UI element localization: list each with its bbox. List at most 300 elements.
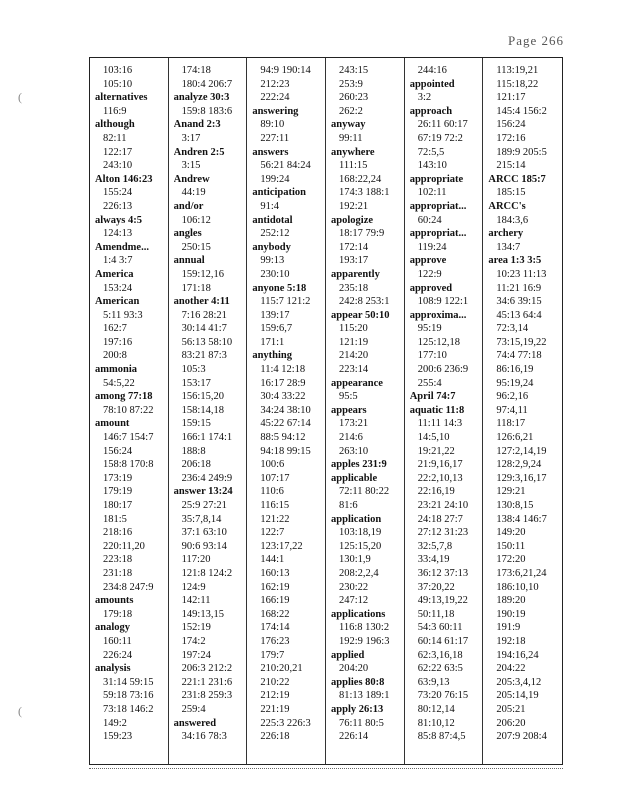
index-reference: 72:5,5 <box>417 146 445 158</box>
index-reference: 124:13 <box>103 228 133 240</box>
index-term: approach <box>409 105 453 117</box>
index-reference: 158:14,18 <box>181 404 224 416</box>
index-reference: 226:18 <box>260 731 290 743</box>
index-reference: 156:24 <box>496 119 526 131</box>
index-reference: 194:16,24 <box>496 649 539 661</box>
index-term: Amendme... <box>95 241 149 253</box>
index-reference: 111:15 <box>339 160 368 172</box>
index-reference: 193:17 <box>339 255 369 267</box>
index-reference: 73:20 76:15 <box>417 690 469 702</box>
index-reference: 110:6 <box>260 486 284 498</box>
index-reference: 160:11 <box>103 635 132 647</box>
index-column-5 <box>405 58 484 764</box>
index-reference: 125:12,18 <box>417 336 460 348</box>
index-reference: 3:2 <box>417 92 432 104</box>
index-reference: 27:12 31:23 <box>417 527 469 539</box>
index-reference: 116:8 130:2 <box>339 622 390 634</box>
index-term: aquatic 11:8 <box>409 404 465 416</box>
index-reference: 223:18 <box>103 554 133 566</box>
index-term: ARCC's <box>488 200 526 212</box>
index-reference: 73:15,19,22 <box>496 336 547 348</box>
index-reference: 25:9 27:21 <box>181 500 227 511</box>
index-column-3 <box>247 58 326 764</box>
index-reference: 153:17 <box>181 377 211 389</box>
index-reference: 172:20 <box>496 554 526 566</box>
index-reference: 212:19 <box>260 690 290 702</box>
index-reference: 21:9,16,17 <box>417 459 463 471</box>
index-reference: 231:18 <box>103 567 133 579</box>
index-term: America <box>95 268 134 280</box>
index-reference: 73:18 146:2 <box>103 703 154 715</box>
index-reference: 197:16 <box>103 336 133 348</box>
index-reference: 252:12 <box>260 228 290 240</box>
index-reference: 230:10 <box>260 268 290 280</box>
index-term: apologize <box>331 214 374 226</box>
index-term: applies 80:8 <box>331 676 385 688</box>
index-term: another 4:11 <box>173 296 230 308</box>
index-reference: 62:3,16,18 <box>417 649 463 661</box>
index-reference: 63:9,13 <box>417 676 450 688</box>
index-reference: 158:8 170:8 <box>103 459 154 471</box>
index-reference: 85:8 87:4,5 <box>417 731 466 743</box>
index-reference: 90:6 93:14 <box>181 540 227 552</box>
index-reference: 127:2,14,19 <box>496 445 547 457</box>
index-reference: 54:3 60:11 <box>417 622 463 634</box>
index-reference: 205:21 <box>496 703 526 715</box>
index-reference: 89:10 <box>260 119 285 131</box>
index-reference: 242:8 253:1 <box>339 296 390 308</box>
index-reference: 145:4 156:2 <box>496 105 547 117</box>
index-term: anybody <box>252 241 291 253</box>
index-reference: 7:16 28:21 <box>181 309 227 321</box>
index-reference: 189:20 <box>496 595 526 607</box>
index-reference: 116:15 <box>260 500 290 511</box>
index-reference: 118:17 <box>496 418 526 430</box>
index-reference: 214:6 <box>339 432 363 444</box>
index-term: analogy <box>95 622 131 634</box>
index-term: analysis <box>95 663 131 675</box>
index-reference: 26:11 60:17 <box>417 119 468 131</box>
index-reference: 150:11 <box>496 540 526 552</box>
index-reference: 177:10 <box>417 350 447 362</box>
index-reference: 192:21 <box>339 200 369 212</box>
index-reference: 88:5 94:12 <box>260 432 306 444</box>
index-reference: 244:16 <box>417 65 447 76</box>
index-reference: 156:24 <box>103 445 133 457</box>
index-reference: 22:16,19 <box>417 486 455 498</box>
index-reference: 234:8 247:9 <box>103 581 154 593</box>
index-reference: 210:20,21 <box>260 663 303 675</box>
index-reference: 226:24 <box>103 649 133 661</box>
index-reference: 263:10 <box>339 445 369 457</box>
index-reference: 166:1 174:1 <box>181 432 233 444</box>
index-reference: 115:18,22 <box>496 78 539 90</box>
index-reference: 3:15 <box>181 160 201 172</box>
index-term: always 4:5 <box>95 214 142 226</box>
index-reference: 102:11 <box>417 187 447 199</box>
index-term: angles <box>173 228 202 240</box>
index-term: anticipation <box>252 187 307 199</box>
index-reference: 184:3,6 <box>496 214 529 226</box>
index-reference: 226:14 <box>339 731 369 743</box>
index-term: Alton 146:23 <box>95 173 153 185</box>
index-reference: 262:2 <box>339 105 363 117</box>
index-reference: 100:6 <box>260 459 285 471</box>
index-reference: 149:20 <box>496 527 526 539</box>
index-reference: 179:7 <box>260 649 285 661</box>
index-reference: 259:4 <box>181 703 206 715</box>
index-term: application <box>331 513 382 525</box>
index-reference: 149:2 <box>103 717 127 729</box>
index-reference: 144:1 <box>260 554 285 566</box>
index-reference: 113:19,21 <box>496 65 539 76</box>
index-reference: 95:19,24 <box>496 377 534 389</box>
index-reference: 34:16 78:3 <box>181 731 227 743</box>
index-reference: 181:5 <box>103 513 127 525</box>
index-reference: 30:14 41:7 <box>181 323 227 335</box>
index-reference: 62:22 63:5 <box>417 663 463 675</box>
index-term: appropriat... <box>409 200 467 212</box>
index-reference: 96:2,16 <box>496 391 529 403</box>
index-term: answers <box>252 146 289 158</box>
index-reference: 174:14 <box>260 622 290 634</box>
index-reference: 225:3 226:3 <box>260 717 311 729</box>
index-reference: 122:17 <box>103 146 133 158</box>
index-reference: 1:4 3:7 <box>103 255 133 267</box>
index-reference: 221:1 231:6 <box>181 676 233 688</box>
index-reference: 35:7,8,14 <box>181 513 222 525</box>
index-reference: 171:1 <box>260 336 285 348</box>
index-term: appearance <box>331 377 383 389</box>
index-reference: 3:17 <box>181 132 201 144</box>
index-column-2 <box>169 58 248 764</box>
index-reference: 260:23 <box>339 92 369 104</box>
index-reference: 128:2,9,24 <box>496 459 542 471</box>
index-reference: 94:18 99:15 <box>260 445 311 457</box>
index-column-1 <box>90 58 169 764</box>
index-reference: 172:16 <box>496 132 526 144</box>
index-reference: 243:10 <box>103 160 133 172</box>
index-term: appropriate <box>409 173 464 185</box>
index-reference: 108:9 122:1 <box>417 296 469 308</box>
index-reference: 37:20,22 <box>417 581 455 593</box>
index-reference: 171:18 <box>181 282 211 294</box>
index-reference: 255:4 <box>417 377 442 389</box>
index-reference: 119:24 <box>417 241 447 253</box>
index-reference: 253:9 <box>339 78 363 90</box>
index-reference: 220:11,20 <box>103 540 145 552</box>
index-reference: 44:19 <box>181 187 206 199</box>
index-reference: 222:24 <box>260 92 290 104</box>
index-reference: 206:20 <box>496 717 526 729</box>
index-term: amounts <box>95 595 134 607</box>
index-reference: 199:24 <box>260 173 290 185</box>
index-reference: 173:6,21,24 <box>496 567 547 579</box>
index-reference: 160:13 <box>260 567 290 579</box>
index-term: ARCC 185:7 <box>488 173 546 185</box>
index-reference: 174:3 188:1 <box>339 187 390 199</box>
index-reference: 138:4 146:7 <box>496 513 547 525</box>
index-reference: 105:3 <box>181 364 206 376</box>
index-reference: 103:16 <box>103 65 133 76</box>
index-reference: 247:12 <box>339 595 369 607</box>
index-reference: 189:9 205:5 <box>496 146 547 158</box>
index-reference: 30:4 33:22 <box>260 391 306 403</box>
index-reference: 106:12 <box>181 214 211 226</box>
index-reference: 5:11 93:3 <box>103 309 143 321</box>
index-reference: 16:17 28:9 <box>260 377 306 389</box>
index-reference: 197:24 <box>181 649 211 661</box>
index-column-6 <box>483 58 562 764</box>
index-reference: 190:19 <box>496 608 526 620</box>
index-reference: 214:20 <box>339 350 369 362</box>
index-reference: 191:9 <box>496 622 521 634</box>
index-reference: 83:21 87:3 <box>181 350 227 362</box>
index-term: Andren 2:5 <box>173 146 225 158</box>
index-reference: 115:7 121:2 <box>260 296 311 308</box>
index-reference: 50:11,18 <box>417 608 455 620</box>
index-reference: 130:1,9 <box>339 554 371 566</box>
index-term: applied <box>331 649 365 661</box>
index-reference: 78:10 87:22 <box>103 404 154 416</box>
index-reference: 200:8 <box>103 350 127 362</box>
index-reference: 36:12 37:13 <box>417 567 469 579</box>
index-reference: 81:10,12 <box>417 717 455 729</box>
index-reference: 91:4 <box>260 200 280 212</box>
index-reference: 124:9 <box>181 581 206 593</box>
index-reference: 123:17,22 <box>260 540 303 552</box>
index-reference: 146:7 154:7 <box>103 432 154 444</box>
index-reference: 23:21 24:10 <box>417 500 469 511</box>
index-term: although <box>95 119 135 131</box>
index-reference: 31:14 59:15 <box>103 676 154 688</box>
index-reference: 116:9 <box>103 105 127 117</box>
index-reference: 230:22 <box>339 581 369 593</box>
index-reference: 97:4,11 <box>496 404 528 416</box>
index-reference: 208:2,2,4 <box>339 567 379 579</box>
index-reference: 72:11 80:22 <box>339 486 390 498</box>
index-column-4 <box>326 58 405 764</box>
index-reference: 210:22 <box>260 676 290 688</box>
index-term: applications <box>331 608 386 620</box>
index-term: annual <box>173 255 205 267</box>
index-reference: 143:10 <box>417 160 447 172</box>
index-reference: 149:13,15 <box>181 608 224 620</box>
index-reference: 226:13 <box>103 200 133 212</box>
index-reference: 67:19 72:2 <box>417 132 463 144</box>
index-reference: 159:8 183:6 <box>181 105 233 117</box>
index-reference: 74:4 77:18 <box>496 350 542 362</box>
index-reference: 45:13 64:4 <box>496 309 542 321</box>
index-reference: 121:8 124:2 <box>181 567 233 579</box>
binder-hole-mark-bottom: ( <box>18 704 22 718</box>
index-reference: 54:5,22 <box>103 377 135 389</box>
index-reference: 126:6,21 <box>496 432 534 444</box>
index-reference: 236:4 249:9 <box>181 472 233 484</box>
index-reference: 72:3,14 <box>496 323 529 335</box>
index-term: area 1:3 3:5 <box>488 255 542 267</box>
index-reference: 11:4 12:18 <box>260 364 306 376</box>
index-reference: 56:21 84:24 <box>260 160 311 172</box>
index-reference: 22:2,10,13 <box>417 472 463 484</box>
index-term: amount <box>95 418 130 430</box>
index-reference: 99:13 <box>260 255 285 267</box>
index-reference: 24:18 27:7 <box>417 513 463 525</box>
index-reference: 19:21,22 <box>417 445 455 457</box>
index-reference: 129:3,16,17 <box>496 472 547 484</box>
index-reference: 212:23 <box>260 78 290 90</box>
page-number: Page 266 <box>507 33 564 48</box>
index-reference: 180:17 <box>103 500 133 511</box>
index-reference: 122:9 <box>417 268 442 280</box>
index-term: apples 231:9 <box>331 459 387 471</box>
index-reference: 94:9 190:14 <box>260 65 311 76</box>
index-reference: 14:5,10 <box>417 432 450 444</box>
index-reference: 59:18 73:16 <box>103 690 154 702</box>
index-reference: 130:8,15 <box>496 500 534 511</box>
index-reference: 121:22 <box>260 513 290 525</box>
index-reference: 188:8 <box>181 445 206 457</box>
index-reference: 122:7 <box>260 527 285 539</box>
index-columns <box>90 58 562 764</box>
index-reference: 60:24 <box>417 214 442 226</box>
index-reference: 174:18 <box>181 65 211 76</box>
index-term: appropriat... <box>409 228 467 240</box>
index-reference: 49:13,19,22 <box>417 595 468 607</box>
index-term: apparently <box>331 268 380 280</box>
index-reference: 37:1 63:10 <box>181 527 227 539</box>
binder-hole-mark-top: ( <box>18 90 22 104</box>
index-term: anyone 5:18 <box>252 282 307 294</box>
index-term: approxima... <box>409 309 467 321</box>
index-term: April 74:7 <box>409 391 456 403</box>
index-term: approve <box>409 255 447 267</box>
index-reference: 250:15 <box>181 241 211 253</box>
index-term: alternatives <box>95 92 148 104</box>
index-reference: 82:11 <box>103 132 127 144</box>
index-reference: 156:15,20 <box>181 391 224 403</box>
index-reference: 159:12,16 <box>181 268 224 280</box>
index-reference: 206:18 <box>181 459 211 471</box>
index-reference: 32:5,7,8 <box>417 540 453 552</box>
index-reference: 179:19 <box>103 486 133 498</box>
index-term: American <box>95 296 140 308</box>
index-reference: 86:16,19 <box>496 364 534 376</box>
index-reference: 162:19 <box>260 581 290 593</box>
index-reference: 231:8 259:3 <box>181 690 233 702</box>
index-reference: 18:17 79:9 <box>339 228 385 240</box>
index-reference: 168:22 <box>260 608 290 620</box>
index-reference: 174:2 <box>181 635 206 647</box>
index-term: anything <box>252 350 293 362</box>
index-reference: 95:19 <box>417 323 442 335</box>
index-term: apply 26:13 <box>331 703 384 715</box>
index-reference: 159:23 <box>103 731 133 743</box>
index-term: approved <box>409 282 453 294</box>
index-term: answered <box>173 717 217 729</box>
index-reference: 11:21 16:9 <box>496 282 542 294</box>
index-reference: 155:24 <box>103 187 133 199</box>
index-reference: 206:3 212:2 <box>181 663 233 675</box>
index-term: among 77:18 <box>95 391 153 403</box>
index-reference: 115:20 <box>339 323 368 335</box>
index-reference: 60:14 61:17 <box>417 635 469 647</box>
index-reference: 103:18,19 <box>339 527 382 539</box>
index-term: anyway <box>331 119 366 131</box>
index-reference: 180:4 206:7 <box>181 78 233 90</box>
index-reference: 172:14 <box>339 241 369 253</box>
index-reference: 142:11 <box>181 595 211 607</box>
index-reference: 223:14 <box>339 364 369 376</box>
index-reference: 205:14,19 <box>496 690 539 702</box>
index-reference: 152:19 <box>181 622 211 634</box>
index-term: appointed <box>409 78 455 90</box>
index-reference: 10:23 11:13 <box>496 268 547 280</box>
index-term: answer 13:24 <box>173 486 233 498</box>
index-term: Anand 2:3 <box>173 119 221 131</box>
index-reference: 34:6 39:15 <box>496 296 542 308</box>
index-reference: 185:15 <box>496 187 526 199</box>
index-reference: 215:14 <box>496 160 526 172</box>
index-reference: 200:6 236:9 <box>417 364 469 376</box>
index-reference: 76:11 80:5 <box>339 717 384 729</box>
index-reference: 80:12,14 <box>417 703 455 715</box>
index-reference: 221:19 <box>260 703 290 715</box>
index-term: appears <box>331 404 367 416</box>
index-reference: 33:4,19 <box>417 554 450 566</box>
index-reference: 204:20 <box>339 663 369 675</box>
index-reference: 204:22 <box>496 663 526 675</box>
index-reference: 173:21 <box>339 418 369 430</box>
index-term: antidotal <box>252 214 293 226</box>
index-reference: 107:17 <box>260 472 290 484</box>
index-term: anywhere <box>331 146 375 158</box>
index-reference: 134:7 <box>496 241 521 253</box>
index-reference: 121:19 <box>339 336 369 348</box>
index-reference: 95:5 <box>339 391 358 403</box>
index-reference: 243:15 <box>339 65 369 76</box>
bottom-rule <box>89 768 563 769</box>
index-reference: 99:11 <box>339 132 363 144</box>
index-reference: 139:17 <box>260 309 290 321</box>
index-reference: 166:19 <box>260 595 290 607</box>
index-reference: 186:10,10 <box>496 581 539 593</box>
index-reference: 45:22 67:14 <box>260 418 311 430</box>
index-term: appear 50:10 <box>331 309 390 321</box>
index-reference: 129:21 <box>496 486 526 498</box>
index-reference: 121:17 <box>496 92 526 104</box>
index-reference: 162:7 <box>103 323 127 335</box>
index-reference: 159:15 <box>181 418 211 430</box>
index-reference: 218:16 <box>103 527 133 539</box>
index-reference: 11:11 14:3 <box>417 418 463 430</box>
index-reference: 81:6 <box>339 500 358 511</box>
index-reference: 81:13 189:1 <box>339 690 390 702</box>
index-reference: 235:18 <box>339 282 369 294</box>
index-reference: 176:23 <box>260 635 290 647</box>
index-reference: 125:15,20 <box>339 540 382 552</box>
index-reference: 56:13 58:10 <box>181 336 233 348</box>
index-reference: 153:24 <box>103 282 133 294</box>
index-reference: 105:10 <box>103 78 133 90</box>
index-term: answering <box>252 105 299 117</box>
index-reference: 179:18 <box>103 608 133 620</box>
index-term: and/or <box>173 200 204 212</box>
index-term: Andrew <box>173 173 210 185</box>
index-table <box>89 57 563 765</box>
index-reference: 207:9 208:4 <box>496 731 547 743</box>
index-reference: 159:6,7 <box>260 323 293 335</box>
